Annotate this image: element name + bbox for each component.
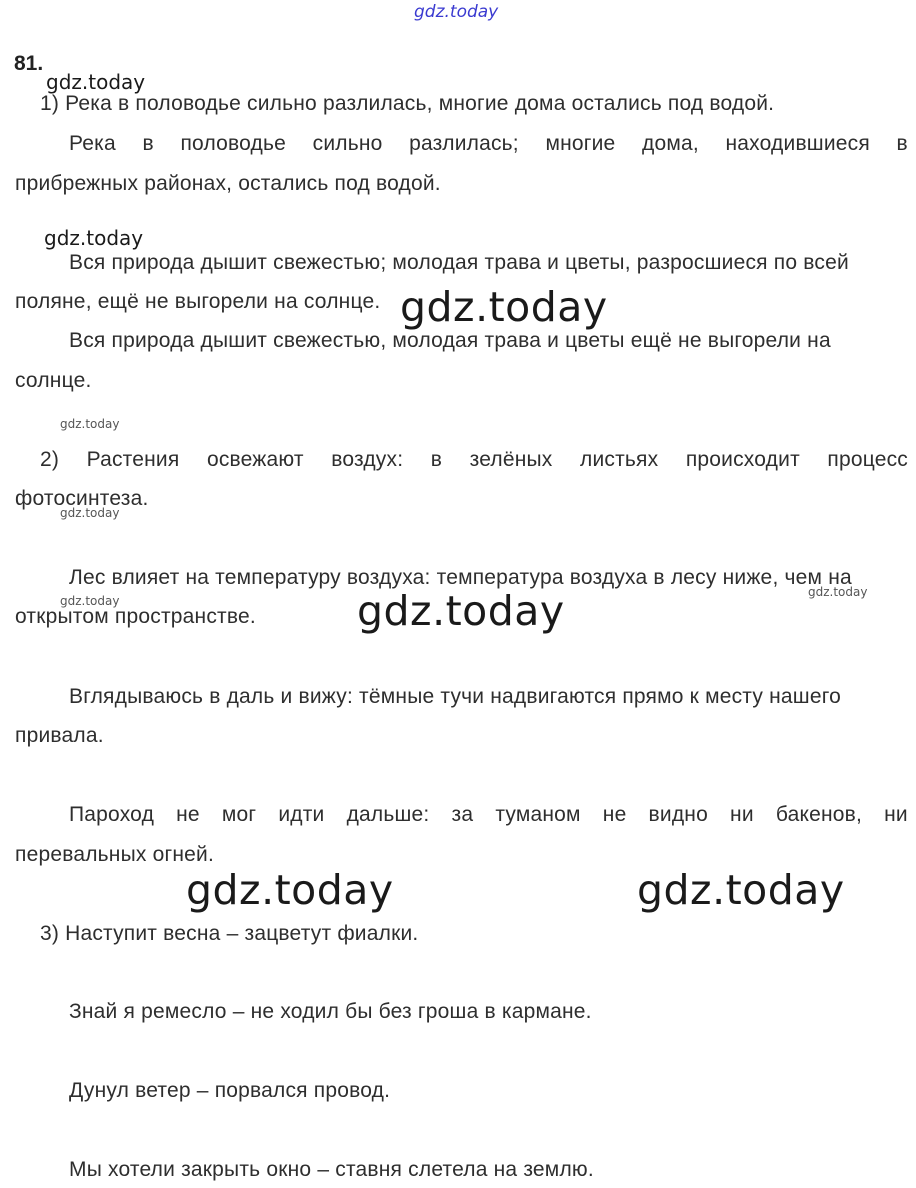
word: зелёных — [469, 448, 553, 471]
word: не — [602, 803, 627, 826]
word: сильно — [312, 132, 383, 155]
watermark-large: gdz.today — [637, 866, 845, 914]
word: освежают — [206, 448, 304, 471]
word: бакенов, — [775, 803, 863, 826]
word: половодье — [180, 132, 287, 155]
text-line: Знай я ремесло – не ходил бы без гроша в кармане. — [69, 1000, 592, 1023]
text-line: Вся природа дышит свежестью, молодая трава и цветы ещё не выгорели на — [69, 329, 831, 352]
text-line: Лес влияет на температуру воздуха: температура воздуха в лесу ниже, чем на — [69, 566, 852, 589]
text-line: Дунул ветер – порвался провод. — [69, 1079, 391, 1102]
text-line-justified — [69, 132, 908, 156]
watermark: gdz.today — [46, 70, 146, 94]
text-line-justified — [69, 803, 908, 827]
text-line: солнце. — [15, 369, 92, 392]
word: Растения — [86, 448, 180, 471]
text-line: привала. — [15, 724, 104, 747]
word: ни — [730, 803, 754, 826]
text-line: перевальных огней. — [15, 843, 215, 866]
word: процесс — [827, 448, 908, 471]
watermark-large: gdz.today — [186, 866, 394, 914]
word: Река — [69, 132, 116, 155]
text-line: прибрежных районах, остались под водой. — [15, 172, 441, 195]
word: не — [176, 803, 200, 826]
word: за — [451, 803, 474, 826]
watermark-large: gdz.today — [400, 283, 608, 331]
word: идти — [278, 803, 325, 826]
word: происходит — [685, 448, 800, 471]
watermark: gdz.today — [44, 226, 144, 250]
word: находившиеся — [725, 132, 870, 155]
watermark-small: gdz.today — [808, 585, 868, 599]
text-line: 3) Наступит весна – зацветут фиалки. — [40, 922, 419, 945]
watermark-small: gdz.today — [60, 417, 120, 431]
text-line: открытом пространстве. — [15, 605, 256, 628]
word: дальше: — [346, 803, 430, 826]
word: ни — [884, 803, 908, 826]
word: разлилась; — [409, 132, 519, 155]
word: в — [430, 448, 443, 471]
watermark-small: gdz.today — [60, 594, 120, 608]
word: видно — [648, 803, 708, 826]
word: туманом — [495, 803, 581, 826]
text-line: 1) Река в половодье сильно разлилась, многие дома остались под водой. — [40, 92, 775, 115]
word: в — [142, 132, 154, 155]
word: мог — [221, 803, 257, 826]
watermark-large: gdz.today — [357, 587, 565, 635]
word: в — [896, 132, 908, 155]
text-line: Вглядываюсь в даль и вижу: тёмные тучи надвигаются прямо к месту нашего — [69, 685, 841, 708]
watermark-top: gdz.today — [414, 2, 499, 22]
text-line: поляне, ещё не выгорели на солнце. — [15, 290, 381, 313]
word: воздух: — [331, 448, 404, 471]
text-line: Вся природа дышит свежестью; молодая трава и цветы, разросшиеся по всей — [69, 251, 849, 274]
text-line: фотосинтеза. — [15, 487, 149, 510]
word: многие — [545, 132, 616, 155]
text-line-justified — [40, 448, 908, 472]
word: 2) — [40, 448, 60, 471]
watermark-small: gdz.today — [60, 506, 120, 520]
word: Пароход — [69, 803, 155, 826]
exercise-number: 81. — [14, 52, 44, 75]
word: листьях — [580, 448, 659, 471]
text-line: Мы хотели закрыть окно – ставня слетела на землю. — [69, 1158, 594, 1181]
word: дома, — [642, 132, 699, 155]
